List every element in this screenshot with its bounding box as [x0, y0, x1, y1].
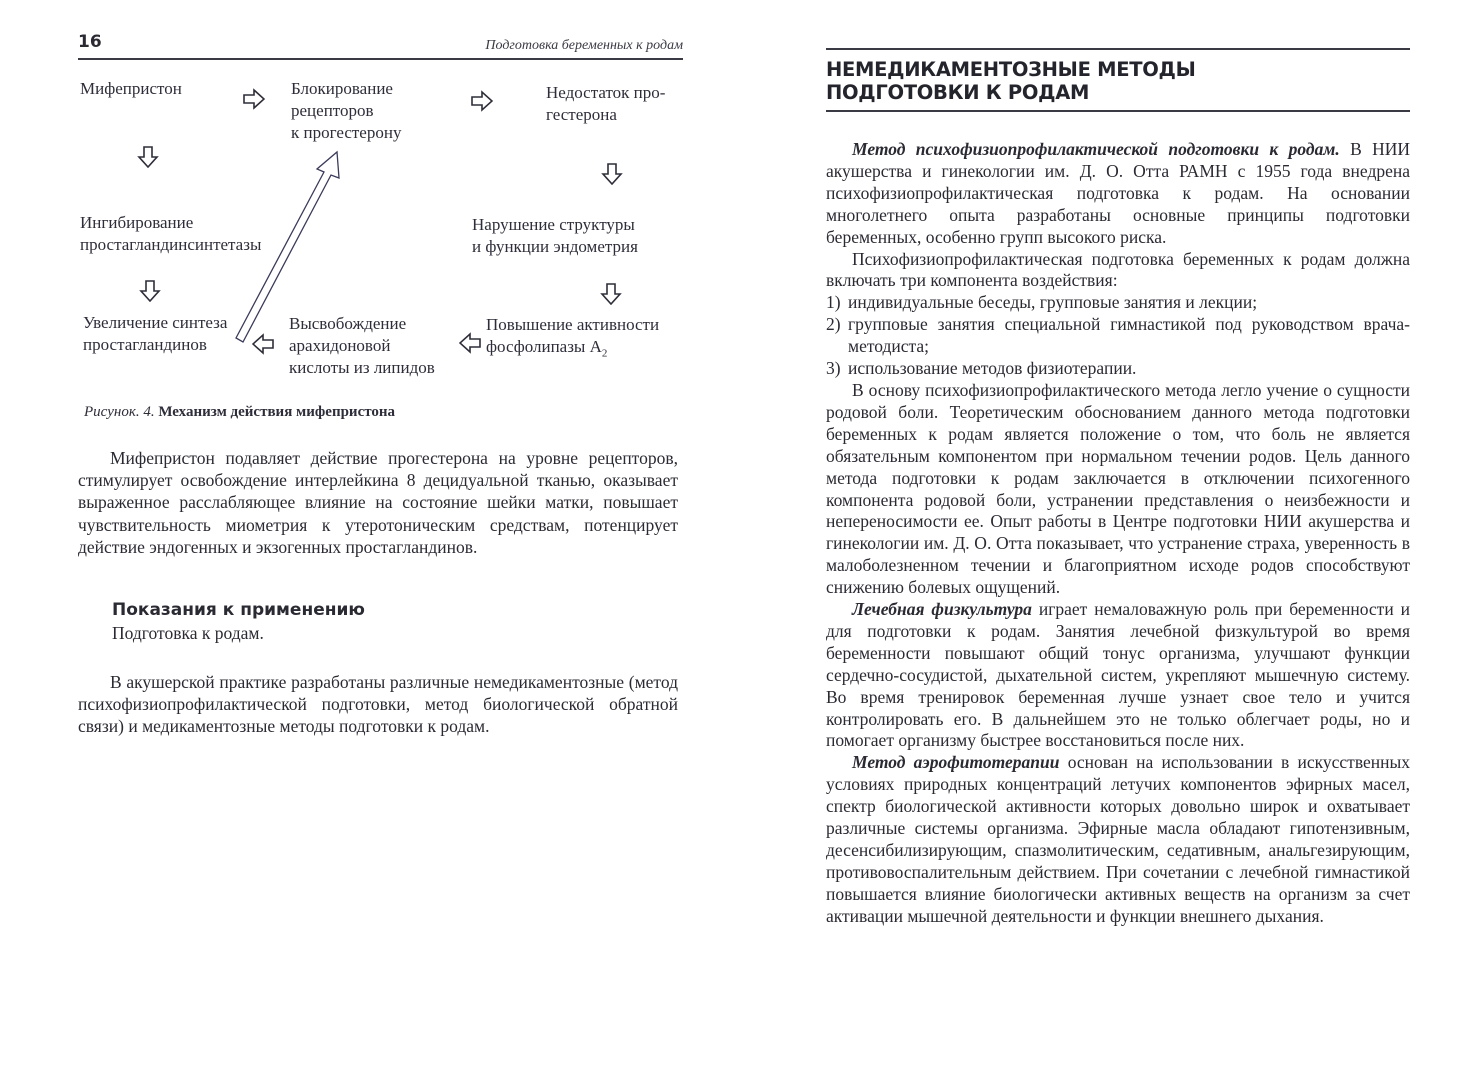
list-item: [826, 314, 1410, 358]
paragraph: [78, 447, 678, 558]
subscript: 2: [601, 347, 608, 360]
page-number: 16: [78, 32, 102, 52]
list-item: [826, 358, 1410, 380]
figure-caption: [84, 404, 395, 421]
list-text: использование методов физиотерапии.: [848, 358, 1137, 379]
paragraph: [78, 671, 678, 738]
node-text: простагландинсинтетазы: [80, 235, 262, 254]
node-text: рецепторов: [291, 101, 374, 120]
node-text: Ингибирование: [80, 213, 194, 232]
node-text: фосфолипазы A: [486, 337, 602, 356]
list-number: 1): [826, 292, 841, 313]
paragraph-text: В НИИ акушерства и гинекологии им. Д. О. Отта РАМН с 1955 года внедрена психофизиопрофилактическая подготовка к родам. На основании многолетнего опыта разработаны основные принципы подготовки беременных, особенно групп высокого риска.: [826, 139, 1411, 247]
paragraph-text: Мифепристон подавляет действие прогестерона на уровне рецепторов, стимулирует освобождение интерлейкина 8 децидуальной тканью, оказывает выраженное расслабляющее влияние на состояние шейки матки, повышает чувствительность миометрия к утеротоническим средствам, потенцирует действие эндогенных и экзогенных простагландинов.: [78, 448, 678, 557]
paragraph-lead: Лечебная физкультура: [852, 599, 1032, 620]
paragraph: [826, 752, 1410, 927]
node-text: кислоты из липидов: [289, 358, 435, 377]
paragraph-text: основан на использовании в искусственных условиях природных концентраций летучих компонентов эфирных масел, спектр биологической активности которых довольно широк и охватывает различные системы организма. Эфирные масла обладают гипотензивным, десенсибилизирующим, спазмолитическим, седативным, анальгезирующим, противовоспалительным действием. При сочетании с лечебной гимнастикой повышается влияние биологически активных веществ на организм за счет активации мышечной деятельности и функции внешнего дыхания.: [826, 752, 1410, 926]
paragraph: Психофизиопрофилактическая подготовка беременных к родам должна включать три компонента воздействия:: [826, 248, 1410, 291]
running-head: Подготовка беременных к родам: [485, 38, 683, 53]
indication-text: Подготовка к родам.: [112, 623, 264, 643]
node-text: Блокирование: [291, 79, 393, 98]
node-text: Недостаток про-: [546, 83, 666, 102]
paragraph: [826, 599, 1410, 752]
diagonal-up-arrow-icon: [78, 0, 683, 400]
paragraph-text: играет немаловажную роль при беременности и для подготовки к родам. Занятия лечебной физкультурой во время беременности повышают общий тонус организма, улучшают функции сердечно-сосудистой, дыхательной систем, укрепляют мышечную систему. Во время тренировок беременная лучше узнает свое тело и учится контролировать его. В дальнейшем это не только облегчает роды, но и помогает организму быстрее восстановиться после них.: [826, 599, 1411, 751]
node-text: арахидоновой: [289, 336, 391, 355]
paragraph-lead: Метод аэрофитотерапии: [852, 752, 1060, 773]
node-text: Увеличение синтеза: [83, 313, 228, 332]
chapter-heading: [826, 48, 1410, 112]
node-text: Повышение активности: [486, 315, 660, 334]
list-text: индивидуальные беседы, групповые занятия и лекции;: [848, 292, 1258, 313]
caption-label: Рисунок. 4.: [84, 404, 155, 420]
node-text: гестерона: [546, 105, 617, 124]
right-body-text: [826, 139, 1410, 928]
chapter-heading-text: НЕМЕДИКАМЕНТОЗНЫЕ МЕТОДЫ ПОДГОТОВКИ К РОДАМ: [826, 58, 1196, 104]
node-text: Нарушение структуры: [472, 215, 635, 234]
list-text: групповые занятия специальной гимнастикой под руководством врача-методиста;: [848, 314, 1410, 357]
paragraph: [826, 139, 1410, 249]
paragraph-lead: Метод психофизиопрофилактической подготовки к родам.: [852, 139, 1340, 159]
node-text: простагландинов: [83, 335, 207, 354]
paragraph: В основу психофизиопрофилактического метода легло учение о сущности родовой боли. Теоретическим обоснованием данного метода подготовки беременных к родам является положение о том, что боль не является обязательным компонентом при нормальном течении родов. Цель данного метода подготовки к родам заключается в отключении психогенного компонента родовой боли, устранении представления о неизбежности и непереносимости ее. Опыт работы в Центре подготовки НИИ акушерства и гинекологии им. Д. О. Отта показывает, что устранение страха, уверенность в малоболезненном течении и благоприятном исходе родов способствуют снижению болевых ощущений.: [826, 379, 1410, 598]
node-text: Мифепристон: [80, 79, 182, 98]
caption-title: Механизм действия мифепристона: [158, 404, 396, 420]
node-text: Высвобождение: [289, 314, 407, 333]
list-item: [826, 292, 1410, 314]
paragraph-text: В акушерской практике разработаны различные немедикаментозные (метод психофизиопрофилактической подготовки, метод биологической обратной связи) и медикаментозные методы подготовки к родам.: [78, 672, 678, 737]
node-text: и функции эндометрия: [472, 237, 638, 256]
list-number: 2): [826, 314, 841, 335]
node-text: к прогестерону: [291, 123, 402, 142]
list-number: 3): [826, 358, 841, 379]
section-subheading: Показания к применению: [112, 600, 365, 620]
